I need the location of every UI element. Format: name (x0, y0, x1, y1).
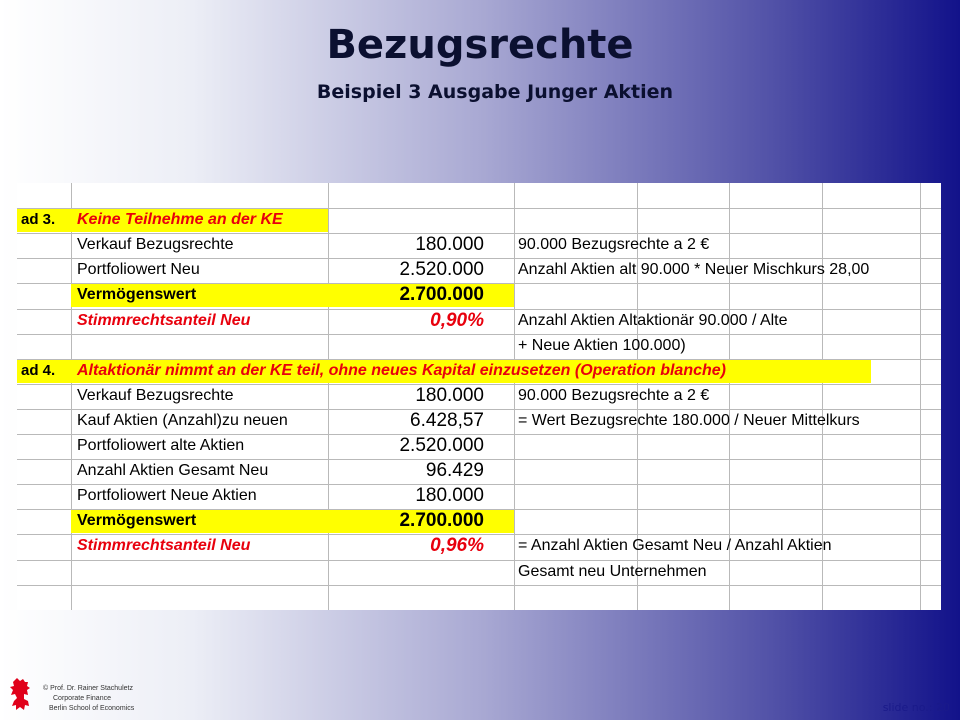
value-cell: 0,90% (430, 310, 484, 331)
table-row (17, 585, 941, 609)
row-label-cell (21, 183, 71, 207)
row-label-cell (21, 309, 71, 333)
value-cell: 2.520.000 (399, 435, 484, 456)
spreadsheet-table (17, 183, 941, 610)
value-cell (347, 183, 484, 207)
slide-subtitle: Beispiel 3 Ausgabe Junger Aktien (316, 81, 674, 103)
description-cell: Keine Teilnehme an der KE (77, 211, 283, 228)
table-row (17, 384, 941, 408)
note-cell: = Anzahl Aktien Gesamt Neu / Anzahl Aktien (518, 537, 832, 554)
note-cell: + Neue Aktien 100.000) (518, 337, 686, 354)
note-cell: Gesamt neu Unternehmen (518, 563, 707, 580)
row-label-cell (21, 434, 71, 458)
table-row (17, 509, 941, 533)
description-cell: Verkauf Bezugsrechte (77, 236, 234, 253)
row-label-cell (21, 258, 71, 282)
table-row (17, 560, 941, 584)
description-cell: Kauf Aktien (Anzahl)zu neuen (77, 412, 288, 429)
value-cell: 180.000 (415, 485, 484, 506)
note-cell: Anzahl Aktien Altaktionär 90.000 / Alte (518, 312, 788, 329)
description-cell: Stimmrechtsanteil Neu (77, 312, 251, 329)
value-cell: 2.520.000 (399, 259, 484, 280)
table-row (17, 484, 941, 508)
table-row (17, 309, 941, 333)
table-row (17, 283, 941, 307)
description-cell: Vermögenswert (77, 286, 197, 303)
description-cell: Vermögenswert (77, 512, 197, 529)
value-cell: 2.700.000 (399, 284, 484, 305)
value-cell (347, 208, 484, 232)
note-cell: 90.000 Bezugsrechte a 2 € (518, 236, 710, 253)
description-cell: Portfoliowert Neue Aktien (77, 487, 257, 504)
row-label-cell (21, 534, 71, 558)
berlin-bear-icon (8, 676, 34, 712)
footer-course: Corporate Finance (53, 695, 111, 702)
row-label-cell (21, 484, 71, 508)
value-cell: 0,96% (430, 535, 484, 556)
description-cell: Portfoliowert Neu (77, 261, 200, 278)
footer-school: Berlin School of Economics (49, 705, 135, 712)
table-row (17, 409, 941, 433)
row-label-cell (21, 384, 71, 408)
note-cell: Anzahl Aktien alt 90.000 * Neuer Mischkurs 28,00 (518, 261, 870, 278)
footer-copyright: © Prof. Dr. Rainer Stachuletz (43, 685, 133, 692)
row-label-cell (21, 283, 71, 307)
note-cell: 90.000 Bezugsrechte a 2 € (518, 387, 710, 404)
value-cell: 96.429 (425, 460, 484, 481)
row-label-cell (21, 233, 71, 257)
description-cell: Portfoliowert alte Aktien (77, 437, 245, 454)
row-label-cell (21, 334, 71, 358)
row-label-cell (21, 409, 71, 433)
value-cell (347, 585, 484, 609)
table-row (17, 258, 941, 282)
value-cell (347, 560, 484, 584)
value-cell: 180.000 (415, 385, 484, 406)
description-cell: Stimmrechtsanteil Neu (77, 537, 251, 554)
table-row (17, 334, 941, 358)
table-row (17, 183, 941, 207)
table-row (17, 208, 941, 232)
value-cell: 180.000 (415, 234, 484, 255)
row-label-cell: ad 4. (21, 362, 56, 379)
slide-title: Bezugsrechte (326, 22, 634, 68)
table-row (17, 233, 941, 257)
description-cell: Altaktionär nimmt an der KE teil, ohne neues Kapital einzusetzen (Operation blanche) (77, 362, 726, 379)
description-cell: Anzahl Aktien Gesamt Neu (77, 462, 269, 479)
row-label-cell (21, 459, 71, 483)
table-row (17, 434, 941, 458)
value-cell (347, 359, 484, 383)
value-cell: 2.700.000 (399, 510, 484, 531)
note-cell: = Wert Bezugsrechte 180.000 / Neuer Mittelkurs (518, 412, 860, 429)
row-label-cell (21, 509, 71, 533)
table-row (17, 459, 941, 483)
slide-number: slide no.: 20 (882, 701, 950, 714)
row-label-cell: ad 3. (21, 211, 56, 228)
table-row (17, 359, 941, 383)
table-row (17, 534, 941, 558)
row-label-cell (21, 585, 71, 609)
row-label-cell (21, 560, 71, 584)
description-cell: Verkauf Bezugsrechte (77, 387, 234, 404)
value-cell (347, 334, 484, 358)
value-cell: 6.428,57 (410, 410, 484, 431)
